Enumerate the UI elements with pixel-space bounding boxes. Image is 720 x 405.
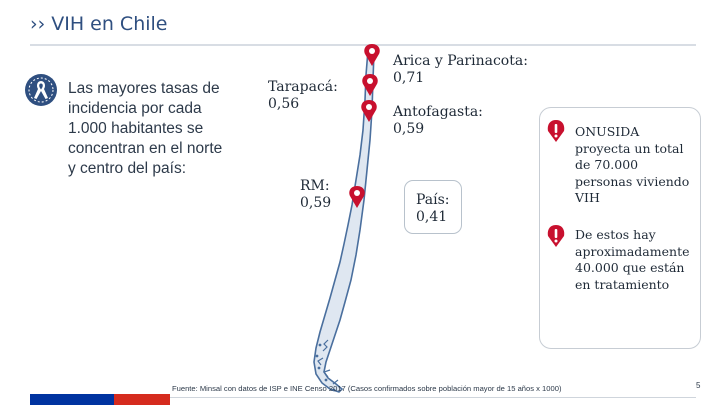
footer-divider [170, 397, 696, 398]
info-item-1: ONUSIDA proyecta un total de 70.000 personas viviendo VIH [575, 124, 690, 205]
label-rm: RM: 0,59 [300, 178, 332, 211]
label-arica: Arica y Parinacota: 0,71 [393, 53, 528, 86]
page-number: 5 [696, 381, 701, 390]
red-ribbon-icon [24, 73, 58, 107]
label-tarapaca: Tarapacá: 0,56 [268, 79, 338, 112]
label-pais: País: 0,41 [416, 192, 450, 225]
lead-text: Las mayores tasas de incidencia por cada 1.000 habitantes se concentran en el norte y centro del país: [68, 80, 223, 177]
page-title: ›› VIH en Chile [30, 13, 168, 35]
info-item-2: De estos hay aproximadamente 40.000 que están en tratamiento [575, 227, 690, 292]
label-antofagasta: Antofagasta: 0,59 [393, 104, 483, 137]
exclamation-icon [544, 224, 568, 248]
footer-color-bar [30, 394, 170, 405]
source-note: Fuente: Minsal con datos de ISP e INE Censo 2017 (Casos confirmados sobre población mayor de 15 años x 1000) [172, 384, 562, 393]
exclamation-icon [544, 119, 568, 143]
